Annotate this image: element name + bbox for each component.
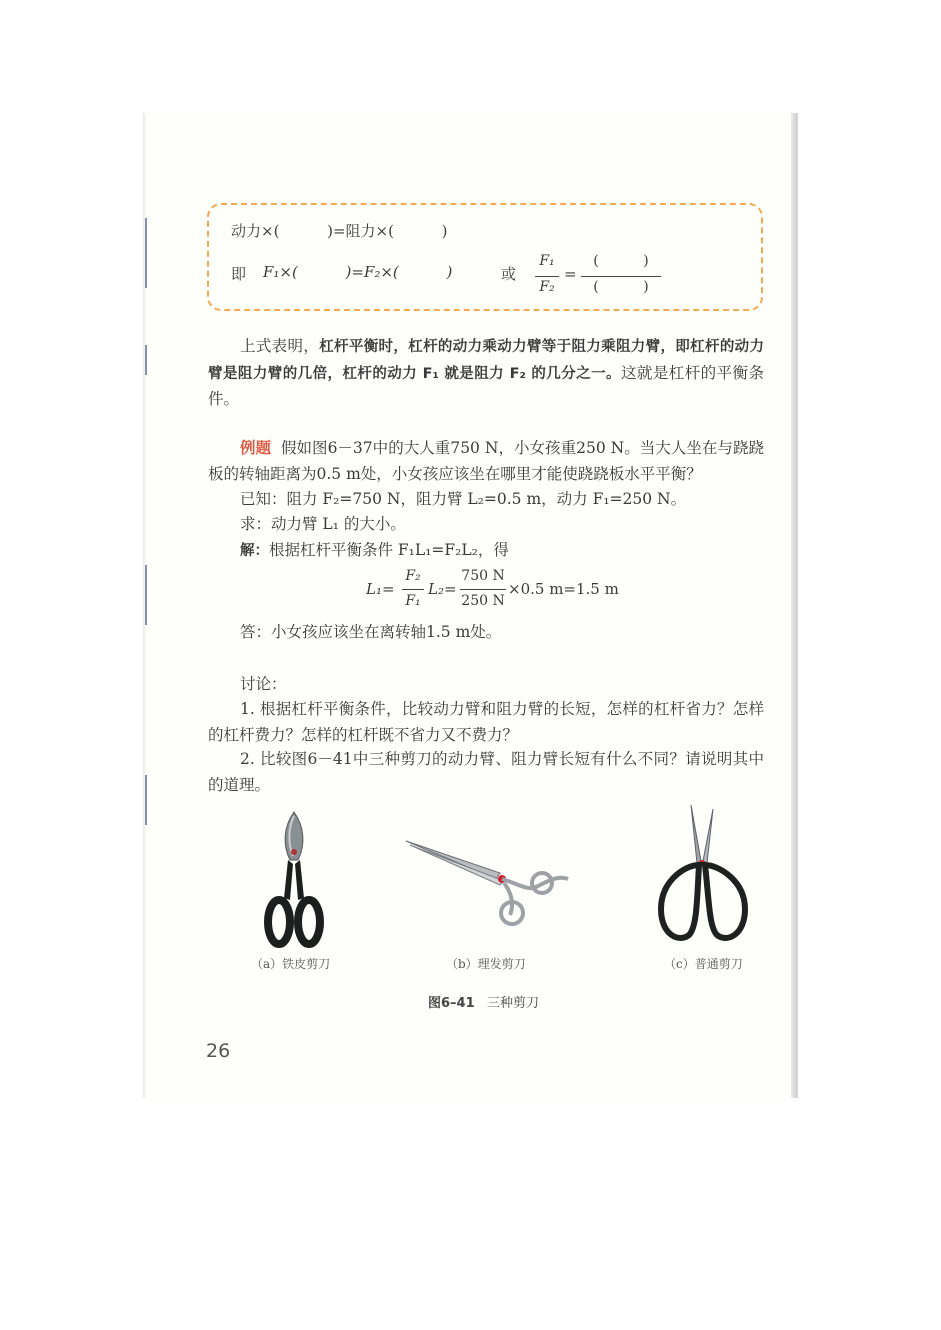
example-question-text: 假如图6－37中的大人重750 N，小女孩重250 N。当大人坐在与跷跷板的转轴距离为0.5 m处，小女孩应该坐在哪里才能使跷跷板水平平衡？ bbox=[208, 439, 764, 483]
scan-mark bbox=[145, 345, 147, 375]
example-answer: 答：小女孩应该坐在离转轴1.5 m处。 bbox=[240, 623, 502, 641]
figure-title-text: 三种剪刀 bbox=[487, 996, 540, 1011]
fraction-equals: = bbox=[564, 265, 577, 283]
tin-snips-image bbox=[262, 808, 326, 948]
formula-l2: L₂= bbox=[428, 580, 457, 598]
fraction-bar bbox=[460, 589, 506, 590]
formula-lhs: L₁= bbox=[366, 580, 395, 598]
fill-in-box bbox=[207, 203, 763, 311]
scan-mark bbox=[145, 775, 147, 825]
fraction-denominator: F₂ bbox=[539, 279, 555, 295]
caption-common-scissors: （c）普通剪刀 bbox=[664, 957, 743, 971]
formula-newton-denominator: 250 N bbox=[461, 593, 505, 609]
caption-tin-snips: （a）铁皮剪刀 bbox=[251, 957, 331, 971]
fraction-numerator: F₁ bbox=[539, 253, 555, 269]
lever-condition-paragraph bbox=[208, 334, 764, 413]
paragraph-intro: 上式表明， bbox=[240, 337, 320, 355]
fill-line-2-equation: F₁×( )=F₂×( ) bbox=[263, 263, 453, 281]
solution-formula bbox=[366, 568, 626, 614]
fraction-bar bbox=[581, 276, 661, 277]
force-ratio-fraction bbox=[535, 253, 559, 299]
blank-numerator: ( ) bbox=[593, 253, 649, 269]
fraction-bar bbox=[535, 276, 559, 277]
discussion-question-2: 2. 比较图6－41中三种剪刀的动力臂、阻力臂长短有什么不同？请说明其中的道理。 bbox=[208, 750, 764, 794]
example-question bbox=[208, 436, 764, 487]
fill-line-2-or: 或 bbox=[501, 265, 517, 283]
fraction-bar bbox=[402, 589, 424, 590]
example-find: 求：动力臂 L₁ 的大小。 bbox=[240, 515, 406, 533]
caption-hair-scissors: （b）理发剪刀 bbox=[446, 957, 526, 971]
figure-number: 图6–41 bbox=[428, 996, 475, 1011]
page-spine-edge bbox=[791, 113, 797, 1098]
discussion-title: 讨论： bbox=[240, 675, 287, 693]
paragraph-conclusion: 这就是杠杆的平衡条件。 bbox=[208, 363, 764, 408]
formula-result: ×0.5 m=1.5 m bbox=[508, 580, 619, 598]
figure-title bbox=[428, 992, 539, 1011]
solve-text: 根据杠杆平衡条件 F₁L₁=F₂L₂，得 bbox=[269, 541, 509, 559]
solve-label: 解： bbox=[240, 543, 269, 559]
formula-newton-fraction bbox=[460, 568, 506, 614]
fill-line-2-prefix: 即 bbox=[231, 265, 247, 283]
formula-force-fraction bbox=[402, 568, 424, 614]
discussion-question-1: 1. 根据杠杆平衡条件，比较动力臂和阻力臂的长短，怎样的杠杆省力？怎样的杠杆费力？怎样的杠杆既不省力又不费力？ bbox=[208, 700, 764, 744]
example-known: 已知：阻力 F₂=750 N，阻力臂 L₂=0.5 m，动力 F₁=250 N。 bbox=[240, 490, 687, 508]
example-solve bbox=[208, 538, 764, 565]
lever-condition-bold: 杠杆平衡时，杠杆的动力乘动力臂等于阻力乘阻力臂，即杠杆的动力臂是阻力臂的几倍，杠杆的动力 F₁ 就是阻力 F₂ 的几分之一。 bbox=[208, 339, 764, 382]
formula-force-denominator: F₁ bbox=[405, 593, 421, 609]
blank-denominator: ( ) bbox=[593, 279, 649, 295]
hair-scissors-image bbox=[404, 835, 570, 927]
formula-newton-numerator: 750 N bbox=[461, 568, 505, 584]
example-label: 例题 bbox=[240, 439, 272, 457]
page-number: 26 bbox=[206, 1040, 231, 1062]
scan-mark bbox=[145, 218, 147, 288]
common-scissors-image bbox=[655, 803, 751, 949]
scan-mark bbox=[145, 565, 147, 625]
fill-line-1: 动力×( )=阻力×( ) bbox=[231, 222, 448, 240]
formula-force-numerator: F₂ bbox=[405, 568, 421, 584]
blank-ratio-fraction bbox=[581, 253, 661, 299]
